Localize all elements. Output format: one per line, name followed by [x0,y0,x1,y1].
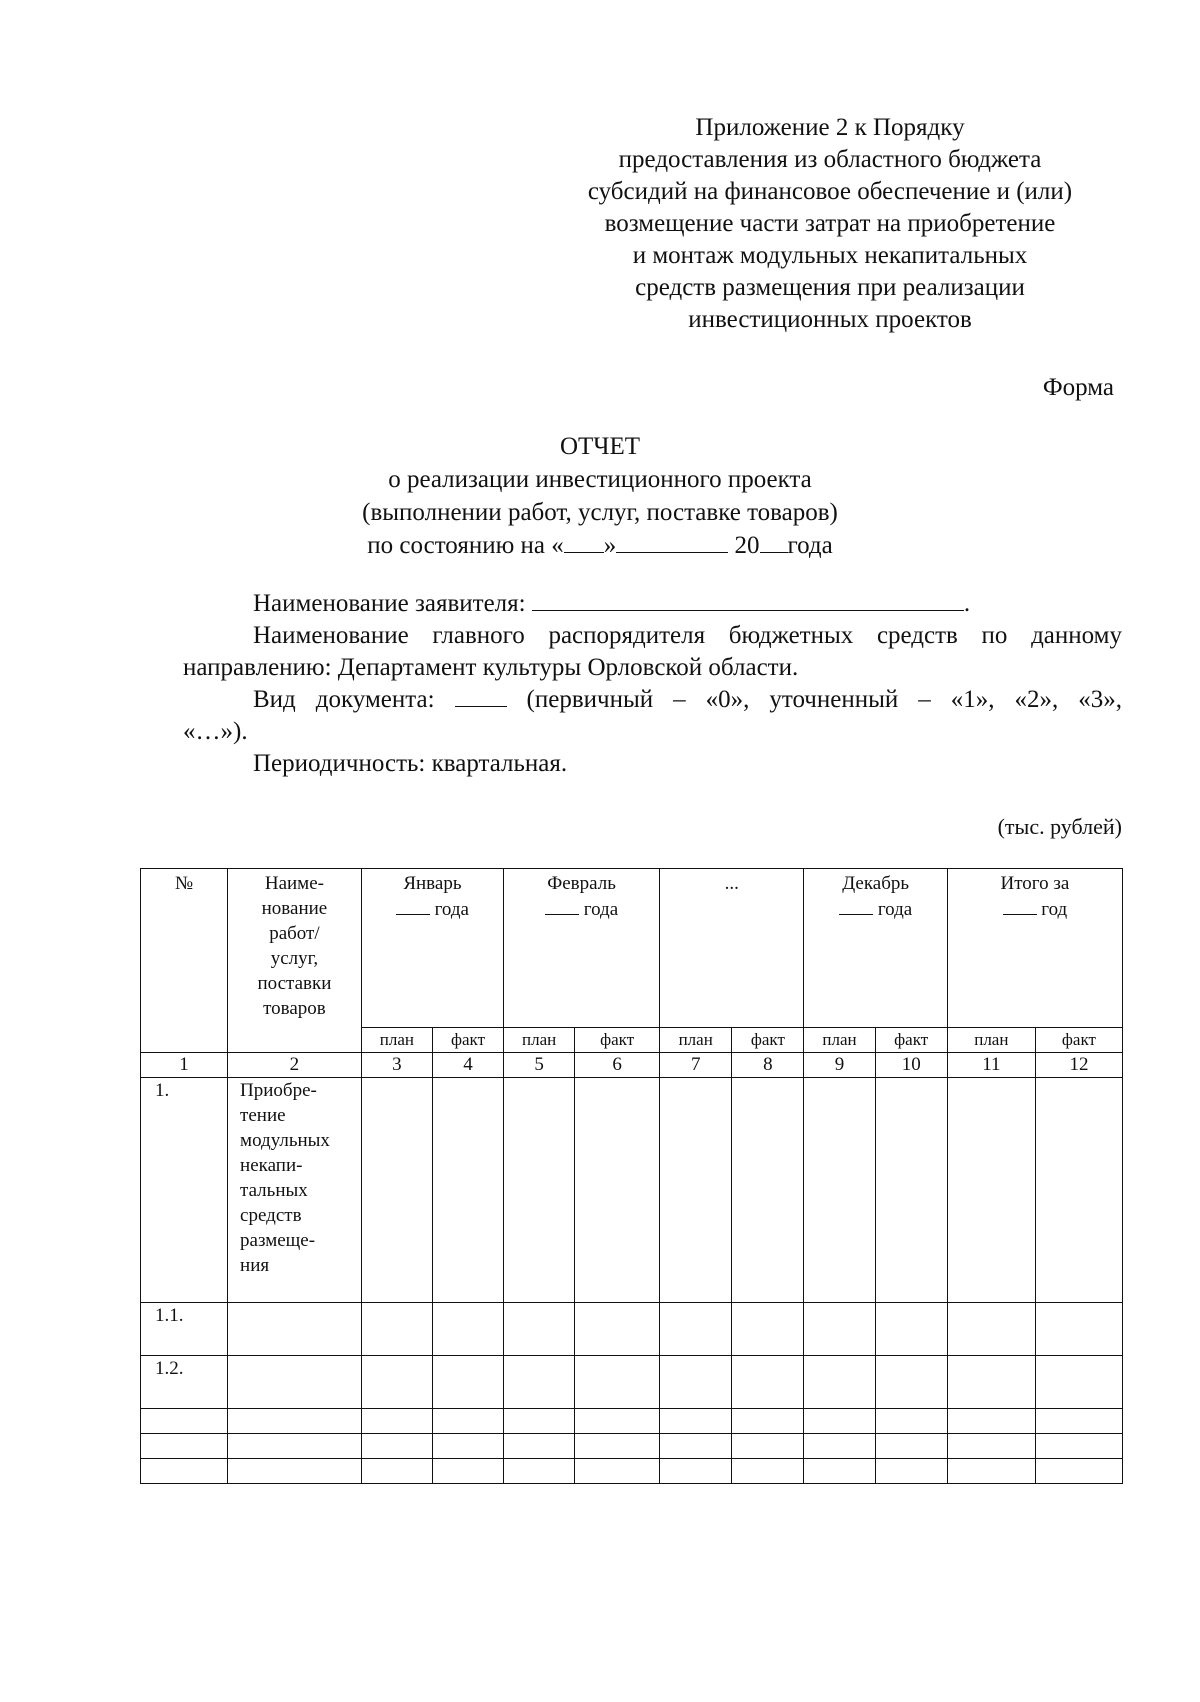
form-fields [183,588,1122,780]
table-cell[interactable] [432,1409,503,1434]
table-cell[interactable] [804,1459,875,1484]
table-row [141,1078,1123,1303]
table-cell[interactable] [141,1409,228,1434]
applicant-blank[interactable] [532,588,964,611]
table-cell[interactable] [660,1434,732,1459]
row-name-line: некапи- [240,1155,303,1176]
table-cell[interactable] [361,1459,432,1484]
period-year [950,896,1120,922]
table-cell[interactable] [504,1356,575,1409]
table-cell[interactable] [228,1434,362,1459]
year-blank[interactable] [1003,896,1037,915]
fact-header: факт [432,1028,503,1053]
table-row [141,1459,1123,1484]
row-name-line: размеще- [240,1230,316,1251]
table-cell[interactable] [875,1078,947,1303]
column-number: 3 [361,1053,432,1078]
report-subtitle-1: о реализации инвестиционного проекта [388,466,812,493]
column-number: 8 [732,1053,804,1078]
table-cell[interactable] [1035,1459,1122,1484]
table-cell[interactable] [947,1409,1035,1434]
header-name-line: поставки [257,973,332,994]
table-cell[interactable] [732,1459,804,1484]
period-name: ... [724,873,739,894]
row-name-line: тальных [240,1180,308,1201]
date-suffix: года [787,532,833,559]
plan-header: план [804,1028,875,1053]
table-cell[interactable] [732,1078,804,1303]
manager-line-2: направлению: Департамент культуры Орловской области. [183,654,799,681]
table-cell[interactable] [1035,1356,1122,1409]
period-year [364,896,501,922]
table-cell[interactable] [228,1303,362,1356]
row-name-line: модульных [240,1130,330,1151]
header-period-ellipsis [660,869,804,1028]
table-cell[interactable] [732,1356,804,1409]
report-date-line [0,529,1200,562]
table-cell[interactable] [875,1303,947,1356]
annex-line: и монтаж модульных некапитальных [632,242,1028,269]
period-name: Итого за [1000,873,1070,894]
day-blank[interactable] [564,530,604,553]
period-name: Январь [403,873,462,894]
column-number: 7 [660,1053,732,1078]
column-number-row [141,1053,1123,1078]
table-cell[interactable] [875,1459,947,1484]
fact-header: факт [732,1028,804,1053]
table-cell[interactable] [432,1078,503,1303]
row-number: 1. [141,1078,228,1303]
report-table [140,868,1123,1484]
date-mid: » [603,532,617,559]
annex-line: инвестиционных проектов [688,306,972,333]
period-name: Февраль [547,873,616,894]
table-cell[interactable] [732,1409,804,1434]
header-name-line: товаров [263,998,326,1019]
table-cell[interactable] [228,1409,362,1434]
doc-type-blank[interactable] [455,684,507,707]
year-blank[interactable] [760,530,788,553]
row-name-line: Приобре- [240,1080,317,1101]
header-number: № [141,869,228,1053]
header-period-december [804,869,947,1028]
table-cell[interactable] [141,1459,228,1484]
form-label: Форма [1042,374,1114,401]
header-name-line: работ/ [269,923,320,944]
period-year [806,896,944,922]
plan-header: план [660,1028,732,1053]
table-cell[interactable] [660,1356,732,1409]
report-subtitle-2: (выполнении работ, услуг, поставке товаров) [362,499,838,526]
table-cell[interactable] [432,1459,503,1484]
table-cell[interactable] [141,1434,228,1459]
table-cell[interactable] [575,1303,660,1356]
fact-header: факт [1035,1028,1122,1053]
table-cell[interactable] [947,1356,1035,1409]
row-number: 1.1. [141,1303,228,1356]
period-year-label: года [583,899,619,920]
table-cell[interactable] [575,1409,660,1434]
table-cell[interactable] [361,1078,432,1303]
applicant-field [183,588,1122,620]
table-cell[interactable] [732,1303,804,1356]
table-cell[interactable] [361,1434,432,1459]
period-year-label: год [1041,899,1068,920]
header-name-line: нование [261,898,328,919]
table-cell[interactable] [228,1356,362,1409]
doc-type-label: Вид документа: [253,686,435,713]
units-label: (тыс. рублей) [997,814,1122,839]
table-cell[interactable] [947,1303,1035,1356]
plan-header: план [361,1028,432,1053]
table-cell[interactable] [875,1409,947,1434]
table-cell[interactable] [660,1078,732,1303]
row-name-line: средств [240,1205,302,1226]
column-number: 4 [432,1053,503,1078]
applicant-end: . [963,590,971,617]
table-header-row [141,869,1123,1028]
period-year [506,896,657,922]
table-cell[interactable] [1035,1303,1122,1356]
date-prefix: по состоянию на « [367,532,564,559]
year-blank[interactable] [545,896,579,915]
plan-header: план [504,1028,575,1053]
table-row [141,1409,1123,1434]
table-row [141,1434,1123,1459]
table-cell[interactable] [947,1434,1035,1459]
annex-line: Приложение 2 к Порядку [695,114,965,141]
year-blank[interactable] [839,896,873,915]
table-cell[interactable] [660,1459,732,1484]
column-number: 11 [947,1053,1035,1078]
table-cell[interactable] [432,1356,503,1409]
table-cell[interactable] [660,1303,732,1356]
table-cell[interactable] [504,1409,575,1434]
table-cell[interactable] [1035,1434,1122,1459]
row-name-line: ния [240,1255,270,1276]
report-heading: ОТЧЕТ [559,433,641,460]
table-cell[interactable] [228,1459,362,1484]
table-cell[interactable] [361,1356,432,1409]
column-number: 5 [504,1053,575,1078]
table-cell[interactable] [804,1356,875,1409]
applicant-label: Наименование заявителя: [253,590,526,617]
header-period-total [947,869,1122,1028]
period-name: Декабрь [842,873,910,894]
annex-line: субсидий на финансовое обеспечение и (или) [587,178,1073,205]
date-year: 20 [734,532,760,559]
year-blank[interactable] [396,896,430,915]
table-cell[interactable] [432,1434,503,1459]
fact-header: факт [875,1028,947,1053]
plan-header: план [947,1028,1035,1053]
report-title [0,430,1200,562]
table-cell[interactable] [804,1078,875,1303]
table-cell[interactable] [804,1434,875,1459]
table-cell[interactable] [575,1459,660,1484]
table-cell[interactable] [504,1434,575,1459]
month-blank[interactable] [616,530,728,553]
annex-line: средств размещения при реализации [635,274,1025,301]
row-name-line: тение [240,1105,286,1126]
fact-header: факт [575,1028,660,1053]
table-cell[interactable] [804,1303,875,1356]
manager-line-1: Наименование главного распорядителя бюджетных средств по данному [253,622,1122,649]
table-cell[interactable] [875,1356,947,1409]
row-name [228,1078,362,1303]
doc-type-options: (первичный – «0», уточненный – «1», «2», «3», [526,686,1123,713]
table-cell[interactable] [947,1459,1035,1484]
period-year-label: года [877,899,913,920]
column-number: 1 [141,1053,228,1078]
header-name-line: Наиме- [264,873,324,894]
table-row [141,1356,1123,1409]
table-cell[interactable] [804,1409,875,1434]
table-cell[interactable] [875,1434,947,1459]
column-number: 9 [804,1053,875,1078]
header-name-line: услуг, [270,948,319,969]
header-name [228,869,362,1053]
table-cell[interactable] [947,1078,1035,1303]
table-cell[interactable] [1035,1078,1122,1303]
column-number: 12 [1035,1053,1122,1078]
row-number: 1.2. [141,1356,228,1409]
periodicity: Периодичность: квартальная. [253,750,568,777]
table-cell[interactable] [432,1303,503,1356]
table-cell[interactable] [575,1434,660,1459]
header-period-january [361,869,503,1028]
table-cell[interactable] [660,1409,732,1434]
period-year-label: года [434,899,469,920]
table-cell[interactable] [361,1409,432,1434]
table-cell[interactable] [504,1459,575,1484]
doc-type-field [183,684,1122,716]
column-number: 6 [575,1053,660,1078]
annex-header [540,112,1120,336]
column-number: 2 [228,1053,362,1078]
header-period-february [504,869,660,1028]
table-cell[interactable] [361,1303,432,1356]
table-cell[interactable] [575,1356,660,1409]
table-cell[interactable] [504,1078,575,1303]
table-row [141,1303,1123,1356]
annex-line: предоставления из областного бюджета [618,146,1042,173]
column-number: 10 [875,1053,947,1078]
table-cell[interactable] [732,1434,804,1459]
table-cell[interactable] [575,1078,660,1303]
table-cell[interactable] [1035,1409,1122,1434]
table-cell[interactable] [504,1303,575,1356]
annex-line: возмещение части затрат на приобретение [604,210,1056,237]
doc-type-options-cont: «…»). [183,718,248,745]
